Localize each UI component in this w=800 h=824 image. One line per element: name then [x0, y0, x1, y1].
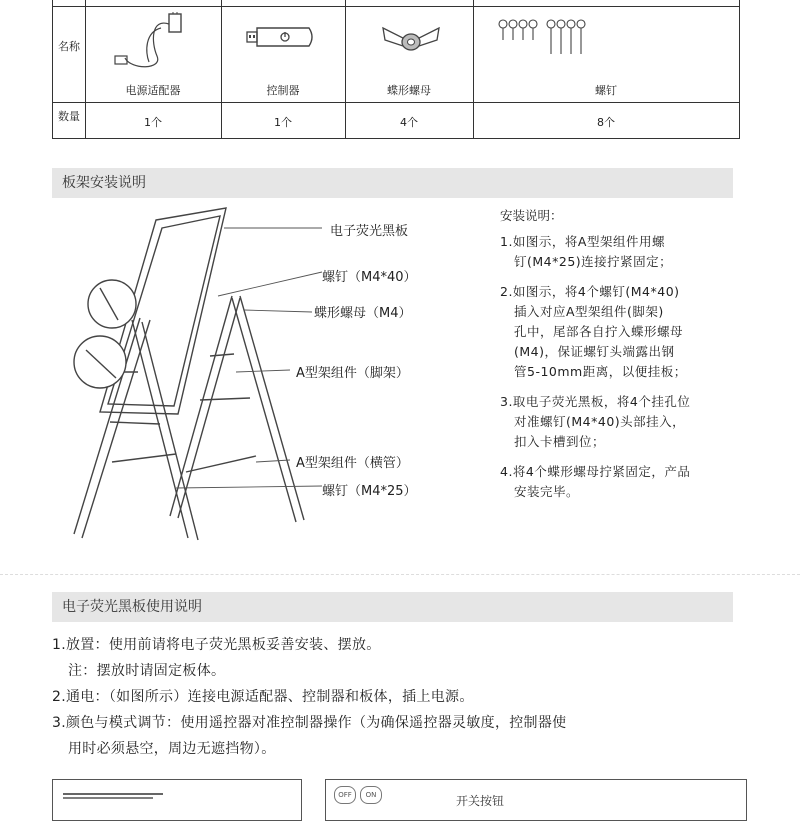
section-header-usage: 电子荧光黑板使用说明 [52, 592, 733, 622]
section-divider [0, 574, 800, 575]
usage-note: 注：摆放时请固定板体。 [68, 663, 226, 679]
callout-a-frame-crossbar: A型架组件（横管） [296, 456, 409, 471]
install-step-2 [500, 282, 740, 382]
part-qty-adapter: 1个 [144, 116, 162, 129]
callout-screw-m4x40: 螺钉（M4*40） [322, 270, 417, 285]
usage-instructions [52, 632, 742, 762]
step-line: 4.将4个蝶形螺母拧紧固定，产品 [500, 464, 691, 479]
callout-a-frame-leg: A型架组件（脚架） [296, 366, 409, 381]
on-button: ON [360, 786, 382, 804]
part-qty-screw: 8个 [597, 116, 615, 129]
step-line: 2.如图示，将4个螺钉(M4*40) [500, 284, 680, 299]
step-line: 对准螺钉(M4*40)头部挂入， [514, 414, 686, 429]
part-qty-wingnut: 4个 [400, 116, 418, 129]
step-line: 安装完毕。 [514, 484, 580, 499]
part-name-adapter: 电源适配器 [125, 84, 181, 97]
section-header-assembly: 板架安装说明 [52, 168, 733, 198]
part-name-screw: 螺钉 [595, 84, 617, 97]
step-line: 管5-10mm距离，以便挂板； [514, 364, 687, 379]
usage-line-3: 3.颜色与模式调节：使用遥控器对准控制器操作（为确保遥控器灵敏度，控制器使 [52, 715, 567, 731]
callout-board: 电子荧光黑板 [330, 224, 409, 239]
bottom-diagram-box-left [52, 779, 302, 821]
part-name-wingnut: 蝶形螺母 [387, 84, 431, 97]
switch-button-label: 开关按钮 [456, 794, 505, 808]
step-line: 钉(M4*25)连接拧紧固定； [514, 254, 673, 269]
assembly-diagram [60, 200, 490, 560]
part-name-controller: 控制器 [266, 84, 300, 97]
usage-line-3-cont: 用时必须悬空，周边无遮挡物）。 [68, 741, 276, 757]
cable-icon [53, 780, 301, 820]
step-line: 3.取电子荧光黑板，将4个挂孔位 [500, 394, 691, 409]
table-divider [53, 102, 739, 103]
install-step-1 [500, 232, 740, 272]
callout-screw-m4x25: 螺钉（M4*25） [322, 484, 417, 499]
install-instructions [500, 200, 740, 512]
install-instructions-title: 安装说明： [500, 208, 563, 223]
step-line: 孔中，尾部各自拧入蝶形螺母 [514, 324, 684, 339]
row-header-qty: 数量 [58, 110, 80, 123]
screws-icon [495, 18, 605, 58]
step-line: 1.如图示，将A型架组件用螺 [500, 234, 665, 249]
callout-wing-nut: 蝶形螺母（M4） [314, 306, 412, 321]
wing-nut-icon [379, 22, 443, 58]
bottom-diagram-box-right [325, 779, 747, 821]
table-divider [53, 6, 739, 7]
install-step-3 [500, 392, 740, 452]
part-qty-controller: 1个 [274, 116, 292, 129]
power-adapter-icon [111, 12, 191, 74]
step-line: 插入对应A型架组件(脚架) [514, 304, 664, 319]
usage-line-2: 2.通电：（如图所示）连接电源适配器、控制器和板体，插上电源。 [52, 689, 474, 705]
row-header-name: 名称 [58, 40, 80, 53]
usage-line-1: 1.放置：使用前请将电子荧光黑板妥善安装、摆放。 [52, 637, 381, 653]
parts-table [52, 0, 740, 139]
step-line: 扣入卡槽到位； [514, 434, 606, 449]
off-button: OFF [334, 786, 356, 804]
controller-icon [243, 22, 323, 56]
install-step-4 [500, 462, 740, 502]
step-line: (M4)，保证螺钉头端露出钢 [514, 344, 675, 359]
